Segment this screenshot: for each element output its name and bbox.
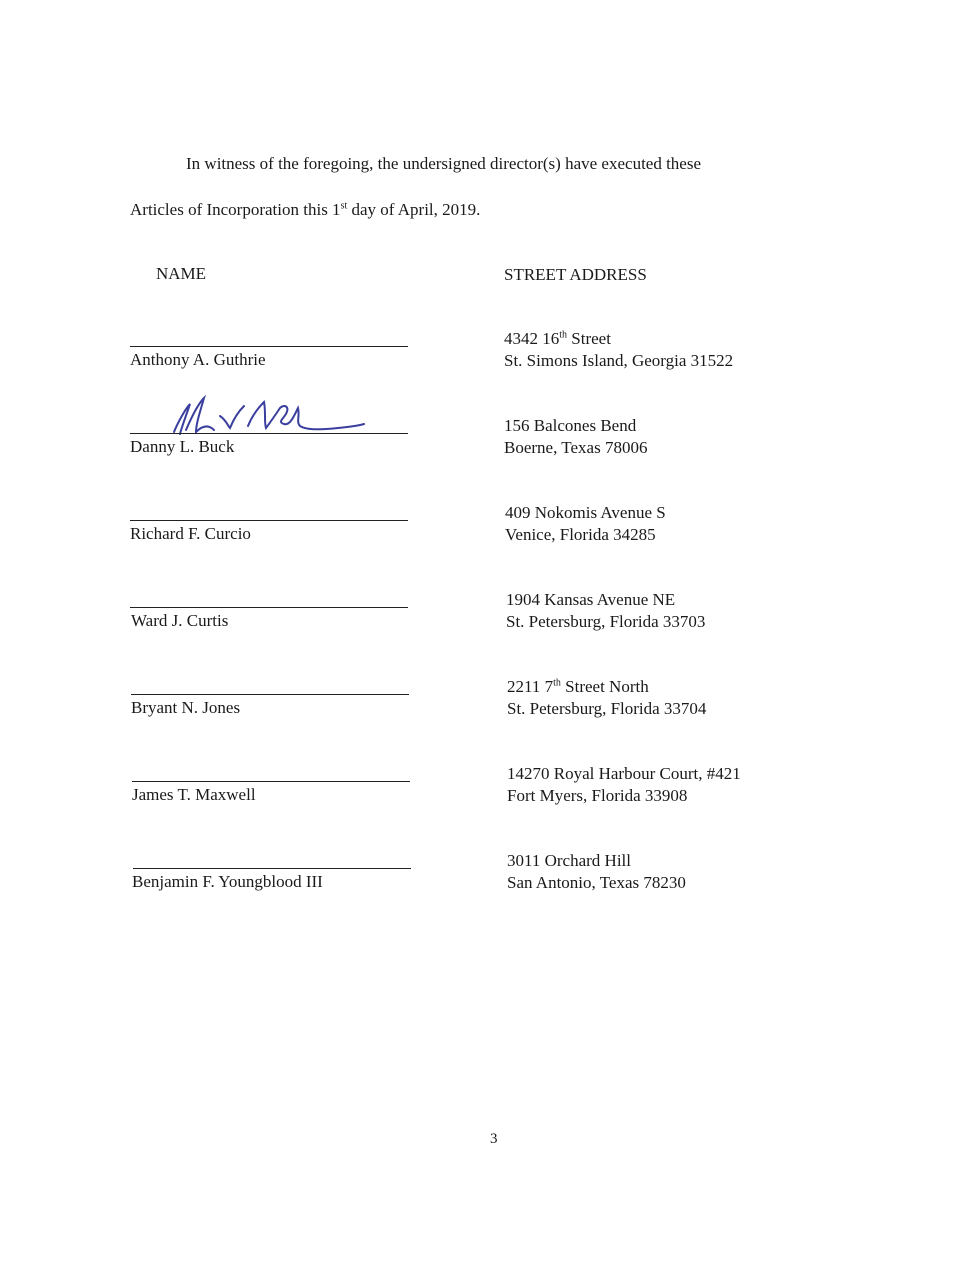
address-line-2: St. Simons Island, Georgia 31522 xyxy=(504,351,734,370)
address-line-2: St. Petersburg, Florida 33703 xyxy=(506,612,706,631)
address-line-2: Venice, Florida 34285 xyxy=(505,525,656,544)
witness-text-before: Articles of Incorporation this 1 xyxy=(130,200,341,219)
director-name: Anthony A. Guthrie xyxy=(130,350,266,369)
address-line-1 xyxy=(507,676,706,698)
address-line-1 xyxy=(504,415,647,437)
address-line-2: St. Petersburg, Florida 33704 xyxy=(507,699,707,718)
address-line-2: Boerne, Texas 78006 xyxy=(504,438,648,457)
signature-line xyxy=(130,607,408,608)
page-number: 3 xyxy=(490,1131,498,1147)
director-address xyxy=(506,589,705,633)
director-name: Benjamin F. Youngblood III xyxy=(132,872,323,891)
danny-buck-signature xyxy=(168,386,368,438)
address-line-1 xyxy=(505,502,666,524)
signature-line xyxy=(133,868,411,869)
address-street-name: Street xyxy=(567,329,611,348)
address-street-number: 409 Nokomis Avenue S xyxy=(505,503,666,522)
witness-text-after: day of April, 2019. xyxy=(347,200,481,219)
address-street-number: 156 Balcones Bend xyxy=(504,416,637,435)
director-address xyxy=(505,502,666,546)
address-street-number: 3011 Orchard Hill xyxy=(507,851,632,870)
address-line-1 xyxy=(504,328,733,350)
address-line-1 xyxy=(507,763,741,785)
signature-line xyxy=(130,433,408,434)
address-column-header: STREET ADDRESS xyxy=(504,265,647,284)
address-street-number: 2211 7 xyxy=(507,677,554,696)
address-street-number: 14270 Royal Harbour Court, #421 xyxy=(507,764,741,783)
director-address xyxy=(507,763,741,807)
ordinal-suffix: th xyxy=(553,677,561,689)
name-column-header: NAME xyxy=(156,264,207,283)
director-address xyxy=(504,328,733,372)
director-address xyxy=(507,676,706,720)
address-line-2: Fort Myers, Florida 33908 xyxy=(507,786,688,805)
director-name: Danny L. Buck xyxy=(130,437,235,456)
director-name: Bryant N. Jones xyxy=(131,698,241,717)
director-name: Ward J. Curtis xyxy=(131,611,229,630)
address-line-2: San Antonio, Texas 78230 xyxy=(507,873,686,892)
address-street-name: Street North xyxy=(560,677,649,696)
director-name: James T. Maxwell xyxy=(132,785,256,804)
director-address xyxy=(507,850,686,894)
address-line-1 xyxy=(507,850,686,872)
signature-line xyxy=(131,694,409,695)
address-street-number: 1904 Kansas Avenue NE xyxy=(506,590,676,609)
signature-line xyxy=(130,520,408,521)
signature-line xyxy=(130,346,408,347)
signature-line xyxy=(132,781,410,782)
address-line-1 xyxy=(506,589,705,611)
witness-statement-line-2 xyxy=(130,200,480,220)
ordinal-suffix: st xyxy=(340,200,348,212)
witness-statement-line-1: In witness of the foregoing, the undersigned director(s) have executed these xyxy=(186,154,702,173)
ordinal-suffix: th xyxy=(559,329,568,341)
address-street-number: 4342 16 xyxy=(504,329,560,348)
director-address xyxy=(504,415,647,459)
director-name: Richard F. Curcio xyxy=(130,524,251,543)
